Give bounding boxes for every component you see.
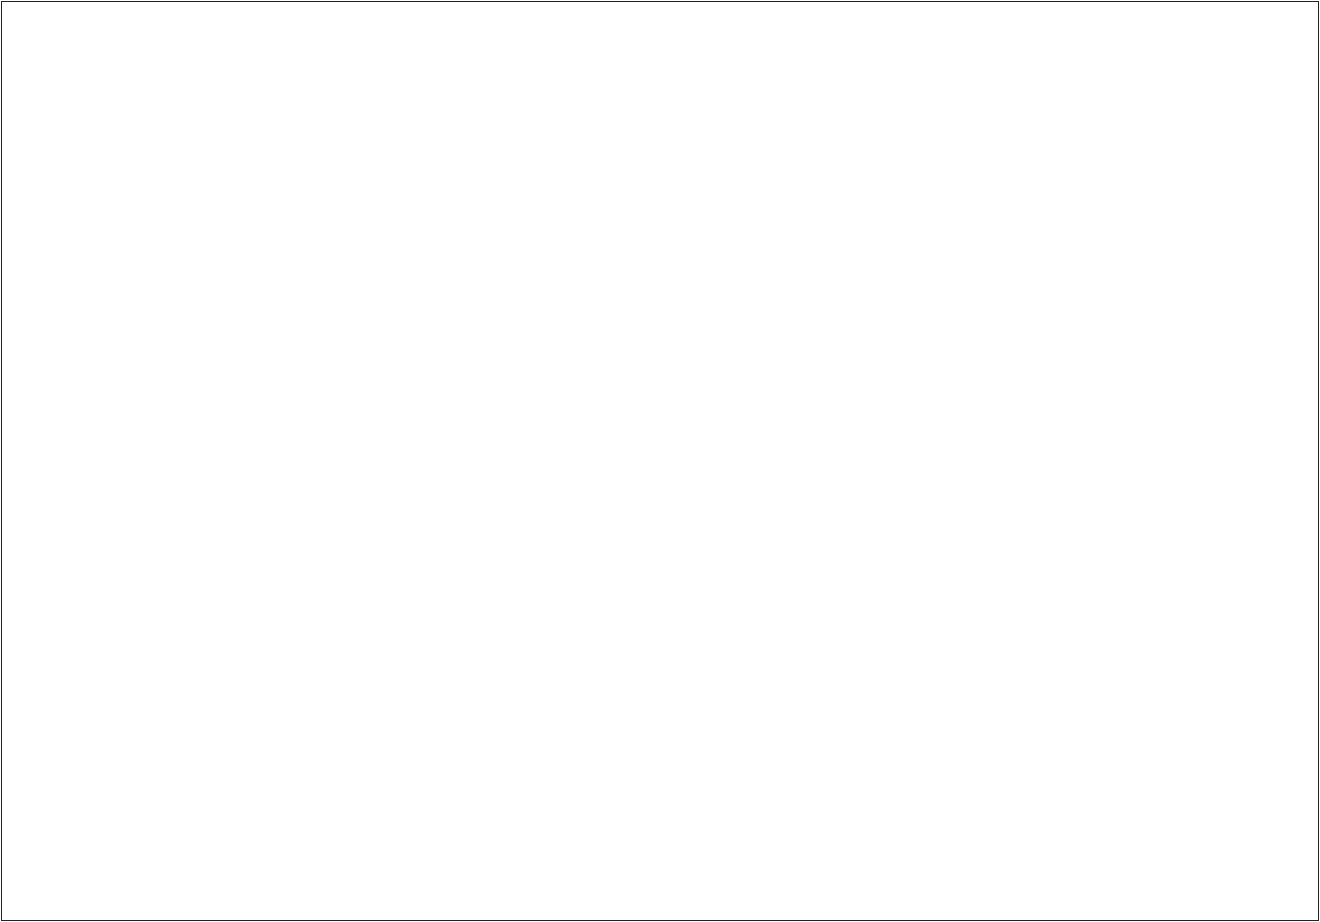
book-spread-frame — [1, 1, 1319, 921]
section-heading — [728, 514, 1220, 538]
